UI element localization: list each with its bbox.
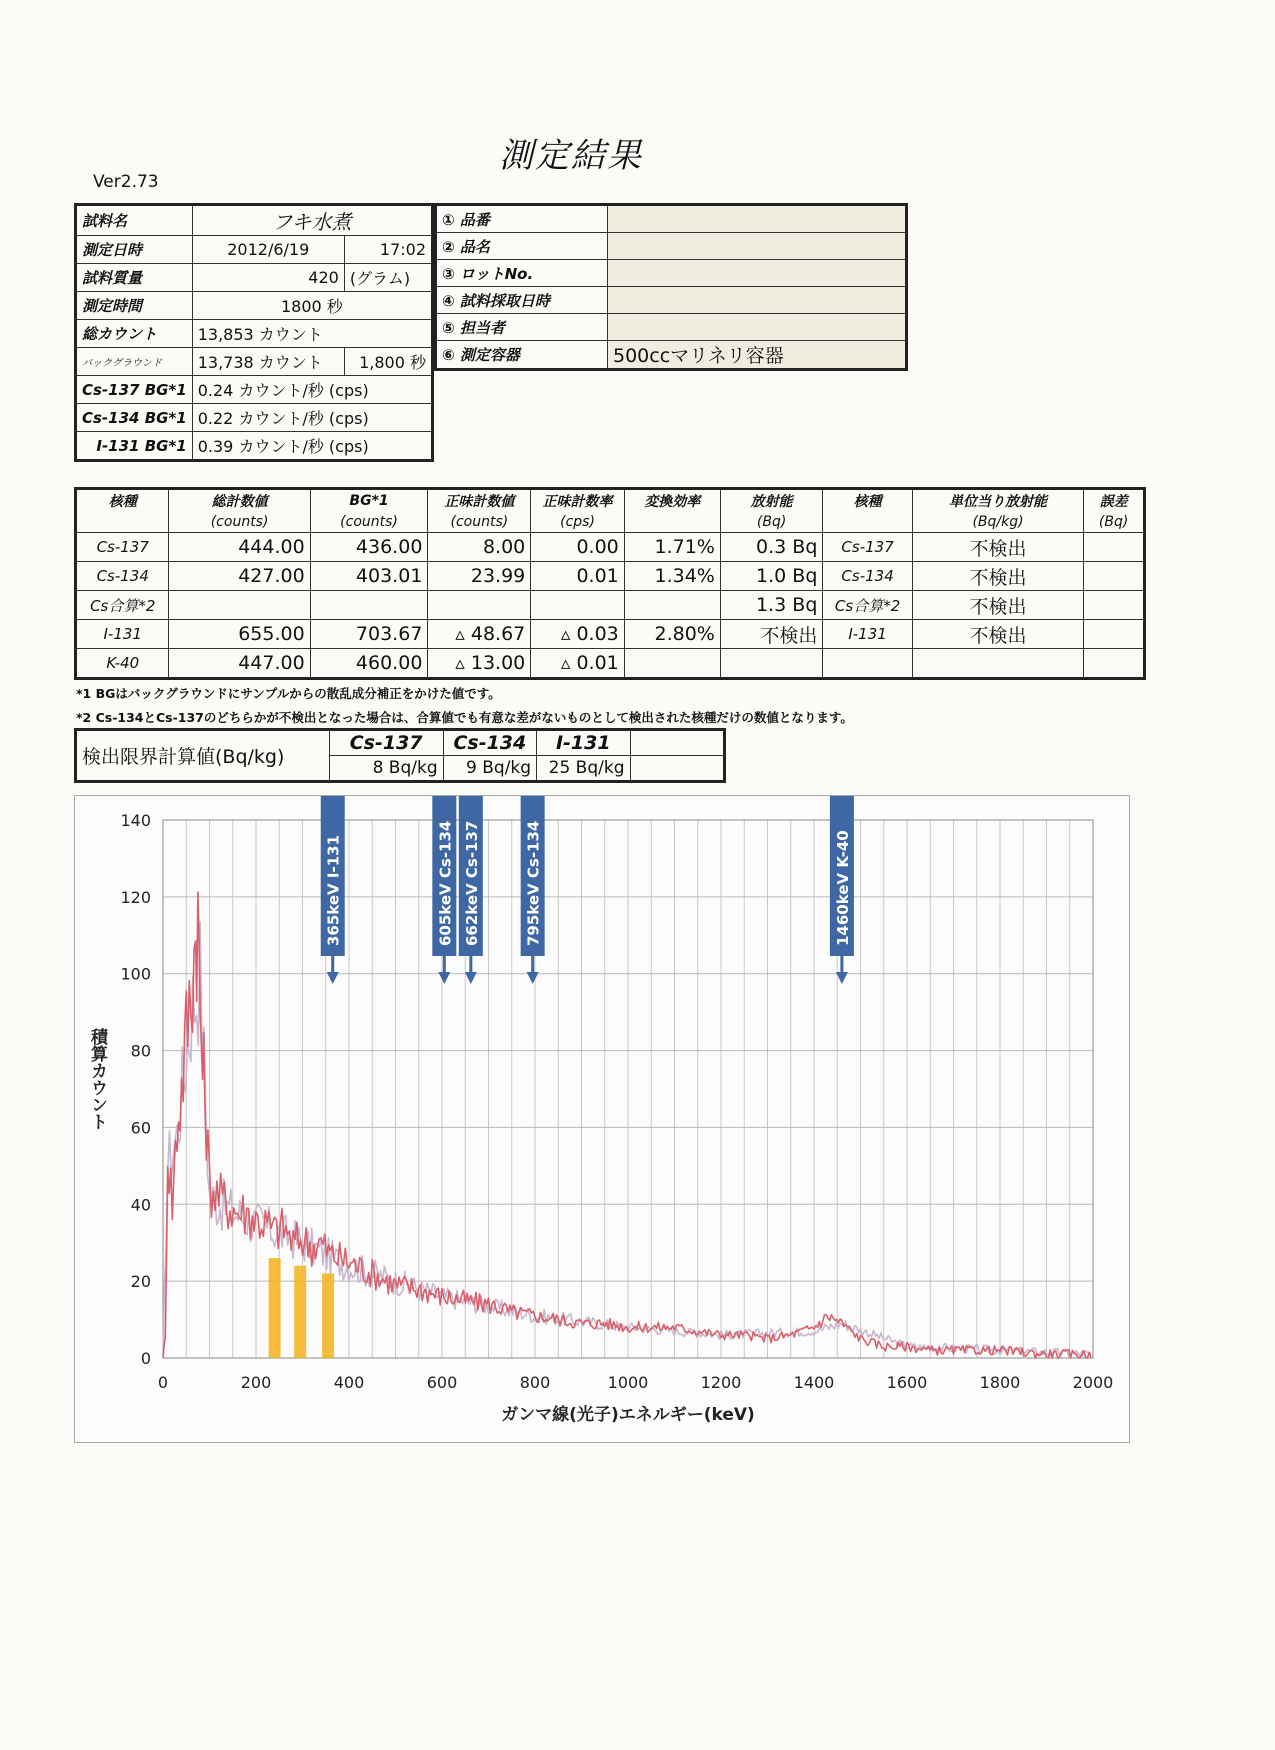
results-cell: Cs-137 <box>76 533 169 562</box>
limit-nuclide: Cs-134 <box>443 730 536 756</box>
sample-info-row <box>76 264 433 292</box>
results-table <box>74 487 1146 680</box>
results-cell: 444.00 <box>169 533 310 562</box>
results-cell: 1.3 Bq <box>720 591 823 620</box>
sample-info-row <box>76 376 433 404</box>
column-unit: (counts) <box>310 512 428 533</box>
sample-info-row <box>76 320 433 348</box>
x-tick-label: 800 <box>519 1373 551 1392</box>
energy-marker-label: 1460keV K-40 <box>833 830 852 946</box>
energy-marker-arrow <box>438 972 450 984</box>
results-cell: ▵ 13.00 <box>428 649 531 679</box>
column-unit: (counts) <box>428 512 531 533</box>
x-tick-label: 1600 <box>886 1373 928 1392</box>
results-cell: ▵ 48.67 <box>428 620 531 649</box>
product-info-label: ② 品名 <box>436 233 608 260</box>
product-info-label: ⑥ 測定容器 <box>436 341 608 370</box>
sample-info-value: 0.24 カウント/秒 (cps) <box>192 376 432 404</box>
peak-highlight-bar <box>294 1266 306 1358</box>
detection-limit-label: 検出限界計算値(Bq/kg) <box>76 730 330 782</box>
column-header: 変換効率 <box>624 489 720 513</box>
limit-nuclide: I-131 <box>537 730 630 756</box>
y-tick-label: 120 <box>120 887 151 907</box>
limit-value: 9 Bq/kg <box>443 756 536 782</box>
spectrum-chart <box>74 795 1130 1443</box>
product-info-value <box>608 260 907 287</box>
x-tick-label: 2000 <box>1072 1373 1114 1392</box>
sample-info-label: 測定時間 <box>76 292 193 320</box>
sample-info-row <box>76 236 433 264</box>
note-2: *2 Cs-134とCs-137のどちらかが不検出となった場合は、合算値でも有意な差がないものとして検出された核種だけの数値となります。 <box>76 710 853 725</box>
sample-info-table <box>74 203 434 462</box>
results-cell: ▵ 0.01 <box>531 649 625 679</box>
sample-info-row <box>76 432 433 461</box>
results-cell: K-40 <box>76 649 169 679</box>
results-cell: 23.99 <box>428 562 531 591</box>
results-cell: 703.67 <box>310 620 428 649</box>
x-tick-label: 1800 <box>979 1373 1021 1392</box>
sample-info-value: 0.22 カウント/秒 (cps) <box>192 404 432 432</box>
results-cell: 不検出 <box>912 562 1084 591</box>
sample-info-label: 試料質量 <box>76 264 193 292</box>
product-info-row <box>436 233 907 260</box>
x-tick-label: 1000 <box>607 1373 649 1392</box>
y-axis-title: 積算カウント <box>87 1028 107 1130</box>
results-cell <box>624 649 720 679</box>
sample-info-label: Cs-134 BG*1 <box>76 404 193 432</box>
results-cell: 8.00 <box>428 533 531 562</box>
y-tick-label: 80 <box>130 1041 151 1061</box>
results-cell <box>1084 649 1145 679</box>
results-cell <box>1084 562 1145 591</box>
sample-info-row <box>76 292 433 320</box>
results-cell: 403.01 <box>310 562 428 591</box>
column-unit: (counts) <box>169 512 310 533</box>
product-info-row <box>436 205 907 233</box>
column-header: 核種 <box>823 489 912 513</box>
results-cell: 1.34% <box>624 562 720 591</box>
column-header: 総計数値 <box>169 489 310 513</box>
results-cell <box>169 591 310 620</box>
product-info-value <box>608 233 907 260</box>
sample-info-row <box>76 348 433 376</box>
results-cell: Cs合算*2 <box>76 591 169 620</box>
column-header: 正味計数率 <box>531 489 625 513</box>
x-axis-title: ガンマ線(光子)エネルギー(keV) <box>501 1405 755 1425</box>
results-cell <box>1084 533 1145 562</box>
peak-highlight-bar <box>269 1258 281 1358</box>
product-info-row <box>436 314 907 341</box>
sample-info-value: 1800 秒 <box>192 292 432 320</box>
page-title: 測定結果 <box>499 136 643 176</box>
peak-highlight-bar <box>322 1273 334 1358</box>
results-cell <box>531 591 625 620</box>
sample-info-label: 総カウント <box>76 320 193 348</box>
results-cell <box>310 591 428 620</box>
sample-info-extra: 17:02 <box>344 236 432 264</box>
product-info-value <box>608 314 907 341</box>
results-cell <box>428 591 531 620</box>
x-tick-label: 400 <box>333 1373 365 1392</box>
column-unit: (Bq/kg) <box>912 512 1084 533</box>
results-cell <box>624 591 720 620</box>
results-cell: I-131 <box>823 620 912 649</box>
energy-marker-label: 365keV I-131 <box>324 834 343 946</box>
sample-info-label: I-131 BG*1 <box>76 432 193 461</box>
x-tick-label: 1400 <box>793 1373 835 1392</box>
y-tick-label: 60 <box>130 1118 151 1138</box>
results-row <box>76 620 1145 649</box>
product-info-table <box>434 203 908 371</box>
results-cell: 1.71% <box>624 533 720 562</box>
sample-info-extra: (グラム) <box>344 264 432 292</box>
y-tick-label: 140 <box>120 811 151 830</box>
column-unit: (cps) <box>531 512 625 533</box>
results-row <box>76 562 1145 591</box>
sample-info-extra: 1,800 秒 <box>344 348 432 376</box>
limit-nuclide: Cs-137 <box>329 730 443 756</box>
column-unit <box>76 512 169 533</box>
column-header: 核種 <box>76 489 169 513</box>
results-row <box>76 591 1145 620</box>
results-cell: 1.0 Bq <box>720 562 823 591</box>
sample-info-row <box>76 404 433 432</box>
results-row <box>76 533 1145 562</box>
results-cell <box>1084 620 1145 649</box>
sample-info-value: 0.39 カウント/秒 (cps) <box>192 432 432 461</box>
energy-marker-label: 605keV Cs-134 <box>436 820 455 946</box>
energy-marker-label: 795keV Cs-134 <box>524 820 543 946</box>
sample-info-label: Cs-137 BG*1 <box>76 376 193 404</box>
results-unit-row <box>76 512 1145 533</box>
sample-info-value: 13,853 カウント <box>192 320 432 348</box>
y-tick-label: 100 <box>120 964 151 984</box>
limit-value: 25 Bq/kg <box>537 756 630 782</box>
product-info-label: ⑤ 担当者 <box>436 314 608 341</box>
column-header: 放射能 <box>720 489 823 513</box>
sample-info-value: 2012/6/19 <box>192 236 344 264</box>
product-info-value <box>608 205 907 233</box>
results-cell: 不検出 <box>912 620 1084 649</box>
sample-name-value: フキ水煮 <box>192 205 432 236</box>
column-unit <box>624 512 720 533</box>
results-cell: Cs-134 <box>823 562 912 591</box>
results-cell: 427.00 <box>169 562 310 591</box>
product-info-value: 500ccマリネリ容器 <box>608 341 907 370</box>
column-header: 正味計数値 <box>428 489 531 513</box>
product-info-row <box>436 260 907 287</box>
sample-info-label: 試料名 <box>76 205 193 236</box>
column-unit: (Bq) <box>1084 512 1145 533</box>
sample-info-value: 13,738 カウント <box>192 348 344 376</box>
energy-marker-label: 662keV Cs-137 <box>462 820 481 946</box>
detection-limit-table <box>74 728 726 783</box>
energy-marker-arrow <box>465 972 477 984</box>
results-cell: 不検出 <box>912 591 1084 620</box>
results-cell: 655.00 <box>169 620 310 649</box>
sample-info-label: バックグラウンド <box>76 348 193 376</box>
limit-value: 8 Bq/kg <box>329 756 443 782</box>
results-cell: 447.00 <box>169 649 310 679</box>
results-cell: 436.00 <box>310 533 428 562</box>
results-cell: 460.00 <box>310 649 428 679</box>
results-cell: Cs-137 <box>823 533 912 562</box>
column-unit: (Bq) <box>720 512 823 533</box>
product-info-label: ③ ロットNo. <box>436 260 608 287</box>
product-info-row <box>436 341 907 370</box>
spectrum-chart-svg <box>75 796 1129 1442</box>
results-cell <box>1084 591 1145 620</box>
y-tick-label: 40 <box>130 1195 151 1215</box>
column-unit <box>823 512 912 533</box>
results-cell <box>720 649 823 679</box>
energy-marker-arrow <box>527 972 539 984</box>
note-1: *1 BGはバックグラウンドにサンプルからの散乱成分補正をかけた値です。 <box>76 686 501 701</box>
x-tick-label: 1200 <box>700 1373 742 1392</box>
results-header-row <box>76 489 1145 513</box>
results-cell: 0.01 <box>531 562 625 591</box>
y-tick-label: 0 <box>140 1349 151 1368</box>
column-header: 単位当り放射能 <box>912 489 1084 513</box>
sample-info-value: 420 <box>192 264 344 292</box>
x-tick-label: 200 <box>240 1373 272 1392</box>
results-cell: I-131 <box>76 620 169 649</box>
column-header: BG*1 <box>310 489 428 513</box>
results-cell <box>912 649 1084 679</box>
version-label: Ver2.73 <box>93 172 159 192</box>
product-info-value <box>608 287 907 314</box>
results-cell: 不検出 <box>720 620 823 649</box>
results-cell: 0.00 <box>531 533 625 562</box>
results-cell: ▵ 0.03 <box>531 620 625 649</box>
sample-info-label: 測定日時 <box>76 236 193 264</box>
product-info-row <box>436 287 907 314</box>
product-info-label: ① 品番 <box>436 205 608 233</box>
sample-info-row <box>76 205 433 236</box>
results-row <box>76 649 1145 679</box>
column-header: 誤差 <box>1084 489 1145 513</box>
product-info-label: ④ 試料採取日時 <box>436 287 608 314</box>
results-cell: 2.80% <box>624 620 720 649</box>
results-cell: 0.3 Bq <box>720 533 823 562</box>
results-cell: Cs合算*2 <box>823 591 912 620</box>
x-tick-label: 600 <box>426 1373 458 1392</box>
y-tick-label: 20 <box>130 1272 151 1292</box>
results-cell: Cs-134 <box>76 562 169 591</box>
results-cell: 不検出 <box>912 533 1084 562</box>
x-tick-label: 0 <box>157 1373 169 1392</box>
results-cell <box>823 649 912 679</box>
energy-marker-arrow <box>327 972 339 984</box>
